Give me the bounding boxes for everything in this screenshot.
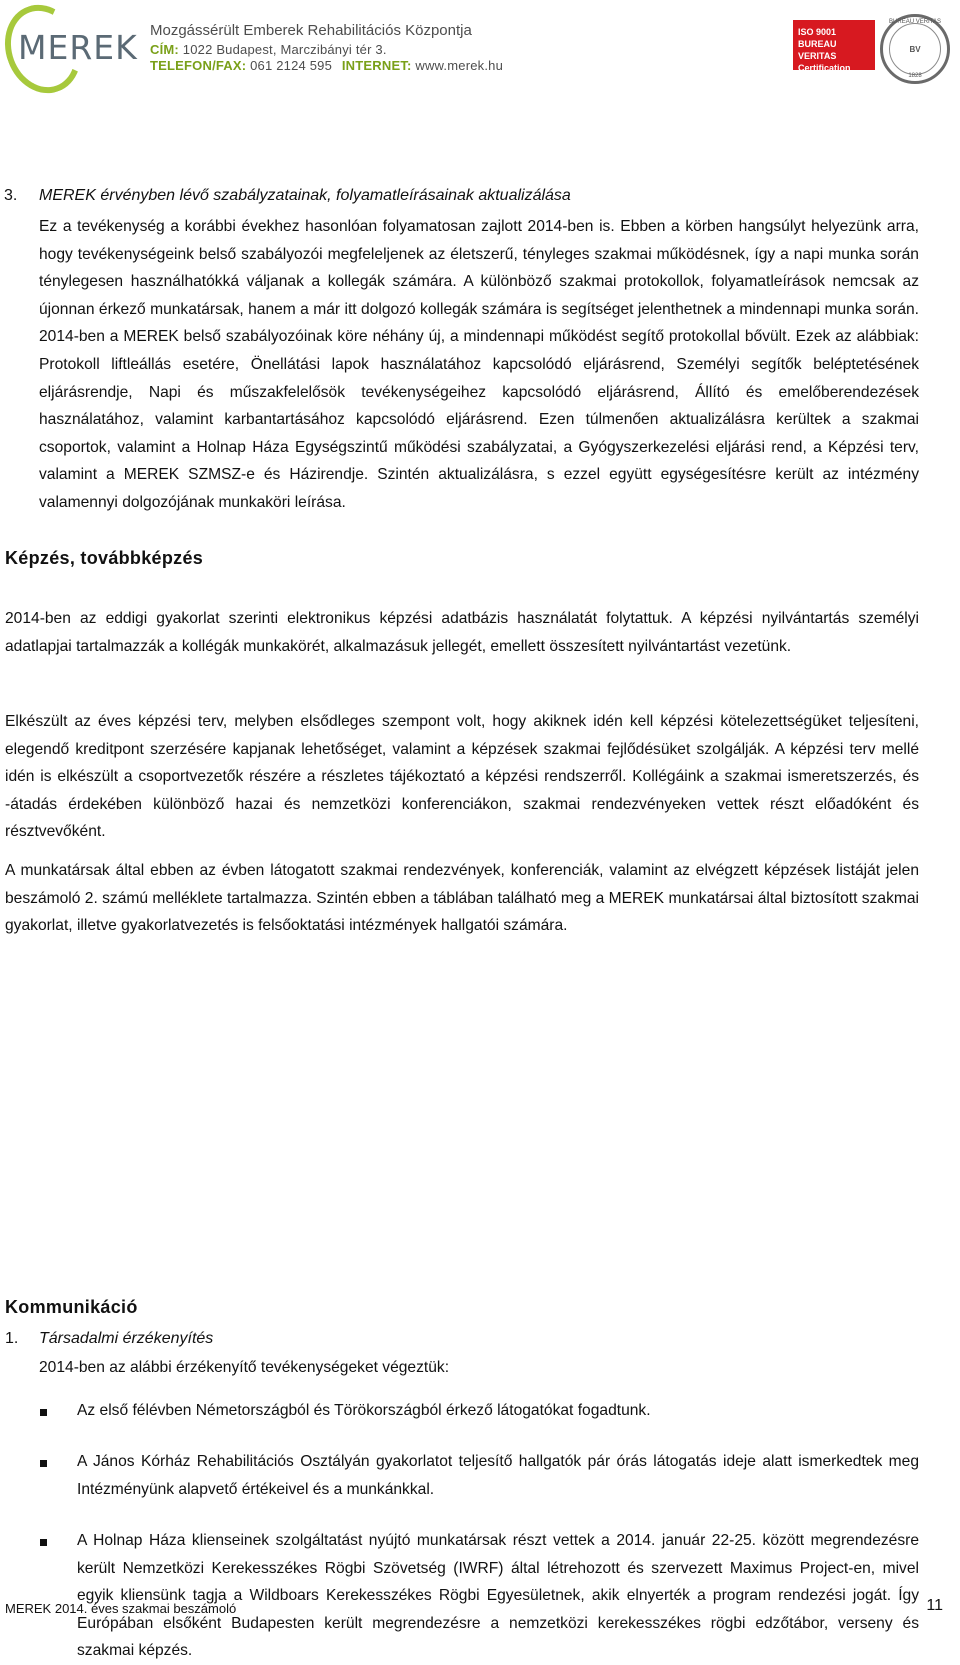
bureau-veritas-seal (880, 14, 950, 84)
section-paragraph: Ez a tevékenység a korábbi évekhez hasonlóan folyamatosan zajlott 2014-ben is. Ebben a körben hangsúlyt helyezünk arra, hogy tevékenységeink belső szabályozói megfeleljenek az életszerű, tényleges szakmai működésnek, így a napi munka során ténylegesen használhatókká váljanak a kollegák számára. A különböző szakmai protokollok, folyamatleírások nemcsak az újonnan érkező munkatársak, hanem a már itt dolgozó kollegák számára is segítséget jelenthetnek a mindennapi munka során. 2014-ben a MEREK belső szabályozóinak köre néhány új, a mindennapi működést segítő protokollal bővült. Ezek az alábbiak: Protokoll liftleállás esetére, Önellátási lapok használatához kapcsolódó eljárásrend, Személyi segítők beléptetésének eljárásrendje, Napi és műszakfelelősök tevékenységeihez kapcsolódó eljárásrend, Állító és emelőberendezések használatához, valamint karbantartásához kapcsolódó eljárásrend. Ezen túlmenően aktualizálásra kerültek a szakmai csoportok, valamint a Holnap Háza Egységszintű működési szabályzatai, a Gyógyszerkezelési eljárási rend, a Képzési terv, valamint a MEREK SZMSZ-e és Házirendje. Szintén aktualizálásra, s ezzel együtt egységesítésre került az intézmény valamennyi dolgozójának munkaköri leírása. (39, 218, 919, 511)
subsection-title: Társadalmi érzékenyítés (39, 1330, 214, 1347)
communication-intro: 2014-ben az alábbi érzékenyítő tevékenységeket végeztük: (39, 1359, 450, 1376)
list-item: A János Kórház Rehabilitációs Osztályán gyakorlatot teljesítő hallgatók pár órás látogatás ideje alatt ismerkedtek meg Intézményünk alapvető értékeivel és a munkánkkal. (77, 1453, 919, 1498)
section-title: MEREK érvényben lévő szabályzatainak, folyamatleírásainak aktualizálása (39, 187, 571, 204)
address-label: CÍM: (150, 42, 179, 57)
seal-center: BV (889, 23, 941, 75)
bullet-marker (40, 1460, 47, 1467)
seal-top-text: BUREAU VERITAS (889, 19, 941, 25)
organization-name: Mozgássérült Emberek Rehabilitációs Központja (150, 22, 472, 39)
internet-label: INTERNET: (341, 58, 412, 73)
organization-contact (150, 58, 503, 73)
organization-address (150, 42, 387, 57)
address-value: 1022 Budapest, Marczibányi tér 3. (182, 42, 387, 57)
communication-heading: Kommunikáció (5, 1297, 138, 1317)
merek-logo: MEREK (18, 28, 138, 67)
training-paragraph-3: A munkatársak által ebben az évben látogatott szakmai rendezvények, konferenciák, valamint az elvégzett képzések listáját jelen beszámoló 2. számú melléklete tartalmazza. Szintén ebben a táblában található meg a MEREK munkatársai által biztosított szakmai gyakorlat, illetve gyakorlatvezetés is felsőoktatási intézmények hallgatói számára. (5, 862, 919, 935)
bullet-marker (40, 1409, 47, 1416)
phone-label: TELEFON/FAX: (150, 58, 247, 73)
bv-label: BUREAU VERITAS (798, 39, 837, 61)
iso-label: ISO 9001 (798, 27, 837, 37)
seal-year: 1828 (908, 73, 922, 79)
training-paragraph-1: 2014-ben az eddigi gyakorlat szerinti elektronikus képzési adatbázis használatát folytattuk. A képzési nyilvántartás személyi adatlapjai tartalmazzák a kollégák munkakörét, alkalmazásuk jellegét, emellett összesített nyilvántartást vezetünk. (5, 610, 919, 655)
page-header (0, 0, 960, 92)
internet-value[interactable]: www.merek.hu (415, 58, 504, 73)
section-number: 3. (4, 187, 18, 204)
list-item: A Holnap Háza klienseinek szolgáltatást nyújtó munkatársak részt vettek a 2014. január 22-25. között megrendezésre került Nemzetközi Kerekesszékes Rögbi Szövetség (IWRF) által létrehozott és szervezett Maximus Project-en, mivel egyik kliensünk tagja a Wildboars Kerekesszékes Rögbi Egyesületnek, akik elnyerték a program rendezési jogát. Így Európában elsőként Budapesten került megrendezésre a nemzetközi kerekesszékes rögbi edzőtábor, verseny és szakmai képzés. (77, 1532, 919, 1660)
training-paragraph-2: Elkészült az éves képzési terv, melyben elsődleges szempont volt, hogy akiknek idén kell képzési kötelezettségüket teljesíteni, elegendő kreditpont szerzésére kapjanak lehetőséget, valamint a képzések szakmai fejlődésüket szolgálják. A képzési terv mellé idén is elkészült a csoportvezetők részére a részletes tájékoztató a képzési rendszerről. Kollégáink a szakmai ismeretszerzés, és -átadás érdekében különböző hazai és nemzetközi konferenciákon, szakmai rendezvényeken vettek részt előadóként és résztvevőként. (5, 713, 919, 841)
list-item: Az első félévben Németországból és Törökországból érkező látogatókat fogadtunk. (77, 1402, 651, 1419)
iso-certification-badge (793, 20, 875, 73)
training-heading: Képzés, továbbképzés (5, 548, 204, 568)
bullet-marker (40, 1539, 47, 1546)
page-number: 11 (926, 1597, 943, 1614)
phone-value: 061 2124 595 (250, 58, 333, 73)
subsection-number: 1. (5, 1330, 19, 1347)
certification-label: Certification (798, 63, 851, 73)
footer-title: MEREK 2014. éves szakmai beszámoló (5, 1601, 237, 1616)
